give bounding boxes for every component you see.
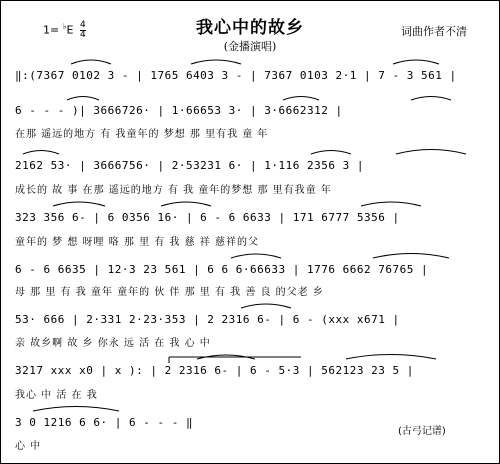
score-line-1-notes: ‖:(7367 0102 3 - | 1765 6403 3 - | 7367 0103 2·1 | 7 - 3 561 |: [15, 69, 457, 82]
notation-marks: [1, 1, 499, 463]
score-line-4-lyrics: 童年的 梦 想 呀哩 咯 那 里 有 我 慈 祥 慈祥的父: [15, 237, 259, 248]
score-line-3-lyrics: 成长的 故 事 在那 遥远的地方 有 我 童年的梦想 那 里有我童 年: [15, 185, 332, 196]
slur-mark: [23, 151, 59, 155]
slur-mark: [33, 407, 119, 412]
score-line-8-notes: 3 0 1216 6 6· | 6 - - - ‖: [15, 416, 194, 429]
slur-mark: [346, 355, 436, 360]
flat-sign: ♭: [62, 21, 67, 31]
score-line-5-notes: 6 - 6 6635 | 12·3 23 561 | 6 6 6·66633 | 1776 6662 76765 |: [15, 263, 429, 276]
score-line-2-lyrics: 在那 遥远的地方 有 我童年的 梦想 那 里有我 童 年: [15, 129, 269, 140]
slur-mark: [411, 97, 451, 101]
time-denominator: 4: [79, 30, 86, 40]
slur-mark: [53, 202, 105, 206]
slur-mark: [231, 254, 281, 258]
key-note: E: [66, 23, 74, 37]
slur-mark: [67, 97, 99, 101]
score-line-6-notes: 53· 666 | 2·331 2·23·353 | 2 2316 6- | 6 - (xxx x671 |: [15, 313, 400, 326]
transcriber-credit: (古弓记谱): [398, 426, 446, 437]
slur-mark: [161, 202, 211, 206]
score-line-3-notes: 2162 53· | 3666756· | 2·53231 6· | 1·116 2356 3 |: [15, 159, 365, 172]
slur-mark: [191, 60, 241, 64]
score-line-6-lyrics: 亲 故乡啊 故 乡 你永 远 活 在 我 心 中: [15, 338, 211, 349]
slur-mark: [396, 150, 466, 155]
time-numerator: 4: [79, 20, 86, 30]
slur-mark: [311, 151, 351, 155]
slur-mark: [71, 60, 111, 64]
score-line-5-lyrics: 母 那 里 有 我 童年 童年的 伙 伴 那 里 有 我 善 良 的父老 乡: [15, 287, 324, 298]
song-title: 我心中的故乡: [196, 18, 304, 38]
slur-mark: [241, 304, 291, 308]
slur-mark: [283, 97, 319, 101]
composer-credit: 词曲作者不清: [401, 25, 467, 38]
score-line-7-lyrics: 我心 中 活 在 我: [15, 390, 98, 401]
key-prefix: 1=: [43, 23, 63, 37]
score-line-2-notes: 6 - - - )| 3666726· | 1·66653 3· | 3·6662312 |: [15, 104, 343, 117]
slur-mark: [393, 60, 439, 64]
score-line-7-notes: 3217 xxx x0 | x ): | 2 2316 6- | 6 - 5·3 | 562123 23 5 |: [15, 364, 414, 377]
score-line-4-notes: 323 356 6- | 6 0356 16· | 6 - 6 6633 | 171 6777 5356 |: [15, 211, 400, 224]
slur-mark: [361, 202, 421, 206]
score-line-8-lyrics: 心 中: [15, 441, 42, 452]
performer-credit: (金播演唱): [223, 40, 277, 53]
slur-mark: [373, 254, 449, 259]
